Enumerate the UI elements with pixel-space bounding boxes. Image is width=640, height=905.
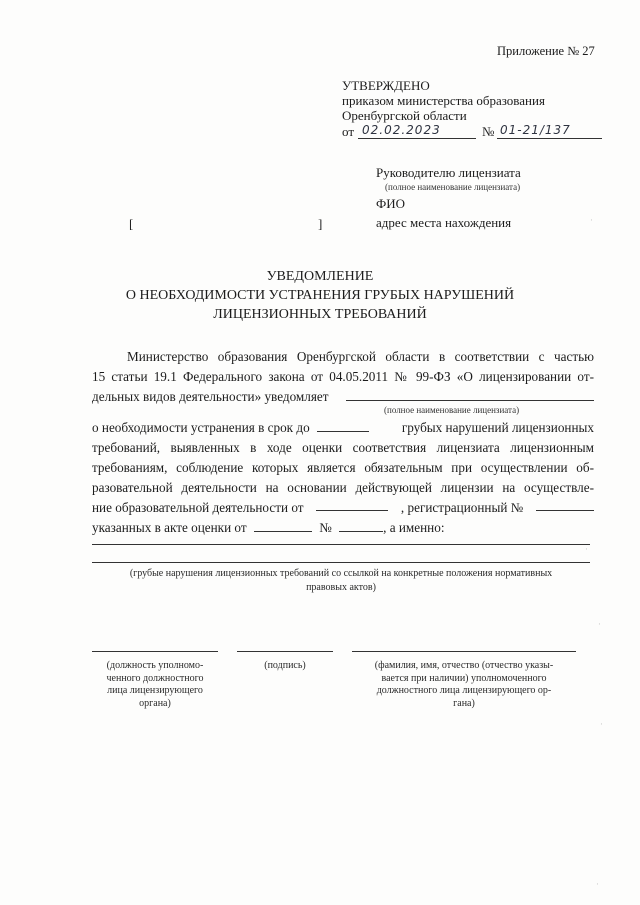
approval-line-1: приказом министерства образования bbox=[342, 93, 545, 108]
scan-mark: · bbox=[590, 216, 593, 226]
licensee-name-line bbox=[346, 400, 594, 401]
addressee-title: Руководителю лицензиата bbox=[376, 165, 521, 180]
notice-heading-2: О НЕОБХОДИМОСТИ УСТРАНЕНИЯ ГРУБЫХ НАРУШЕНИЙ bbox=[125, 288, 515, 303]
scan-mark: · bbox=[600, 720, 603, 730]
body-line-1: Министерство образования Оренбургской области в соответствии с частью bbox=[127, 349, 594, 364]
body-line-6: требованиям, соблюдение которых является обязательным при осуществлении об- bbox=[92, 460, 594, 475]
addressee-note: (полное наименование лицензиата) bbox=[385, 182, 521, 192]
body-line-9b: № bbox=[319, 520, 332, 535]
act-number-line bbox=[339, 519, 383, 532]
name-line bbox=[352, 651, 576, 652]
violations-note-1: (грубые нарушения лицензионных требований со ссылкой на конкретные положения нормативных bbox=[129, 568, 553, 579]
body-line-8b: , регистрационный № bbox=[400, 500, 524, 515]
body-line-7: разовательной деятельности на основании действующей лицензии на осуществле- bbox=[92, 480, 594, 495]
body-line-9c: , а именно: bbox=[383, 520, 445, 535]
addressee-fio: ФИО bbox=[376, 196, 406, 211]
position-caption: (должность уполномо- ченного должностного лица лицензирующего органа) bbox=[106, 660, 204, 709]
registration-number-line bbox=[536, 498, 594, 511]
bracket-open: [ bbox=[129, 216, 134, 231]
signature-caption: (подпись) bbox=[264, 660, 306, 671]
body-line-8 bbox=[92, 498, 594, 518]
act-date-line bbox=[254, 519, 312, 532]
violations-note-2: правовых актов) bbox=[306, 582, 376, 593]
violations-line-1 bbox=[92, 544, 590, 545]
license-date-line bbox=[316, 498, 388, 511]
body-line-4a: о необходимости устранения в срок до bbox=[92, 420, 310, 435]
body-line-3: дельных видов деятельности» уведомляет bbox=[92, 389, 329, 404]
body-line-8a: ние образовательной деятельности от bbox=[92, 500, 304, 515]
deadline-line bbox=[317, 419, 369, 432]
approval-line-2: Оренбургской области bbox=[342, 108, 467, 123]
position-line bbox=[92, 651, 218, 652]
body-line-2: 15 статьи 19.1 Федерального закона от 04.05.2011 № 99-ФЗ «О лицензировании от- bbox=[92, 369, 594, 384]
approval-number-value: 01-21/137 bbox=[500, 123, 571, 137]
notice-heading-1: УВЕДОМЛЕНИЕ bbox=[266, 269, 374, 284]
approval-date-line bbox=[358, 138, 476, 139]
addressee-address: адрес места нахождения bbox=[376, 215, 512, 230]
body-line-9a: указанных в акте оценки от bbox=[92, 520, 247, 535]
body-line-9 bbox=[92, 518, 444, 538]
scan-mark: · bbox=[598, 620, 601, 630]
approval-number-prefix: № bbox=[482, 124, 495, 139]
scan-mark: · bbox=[585, 545, 588, 555]
body-line-4b: грубых нарушений лицензионных bbox=[401, 420, 594, 435]
notice-heading-3: ЛИЦЕНЗИОННЫХ ТРЕБОВАНИЙ bbox=[213, 307, 427, 322]
name-caption: (фамилия, имя, отчество (отчество указы- вается при наличии) уполномоченного должностного лица лицензирующего ор- гана) bbox=[374, 660, 554, 709]
scan-mark: · bbox=[596, 880, 599, 890]
body-line-5: требований, выявленных в ходе оценки соответствия лицензиата лицензионным bbox=[92, 440, 594, 455]
bracket-close: ] bbox=[318, 216, 323, 231]
violations-line-2 bbox=[92, 562, 590, 563]
licensee-name-note: (полное наименование лицензиата) bbox=[384, 405, 520, 415]
approval-title: УТВЕРЖДЕНО bbox=[342, 78, 430, 93]
appendix-label: Приложение № 27 bbox=[497, 44, 595, 58]
approval-date-prefix: от bbox=[342, 124, 355, 139]
body-line-4 bbox=[92, 418, 594, 438]
approval-date-value: 02.02.2023 bbox=[362, 123, 441, 137]
signature-line bbox=[237, 651, 333, 652]
approval-number-line bbox=[497, 138, 602, 139]
